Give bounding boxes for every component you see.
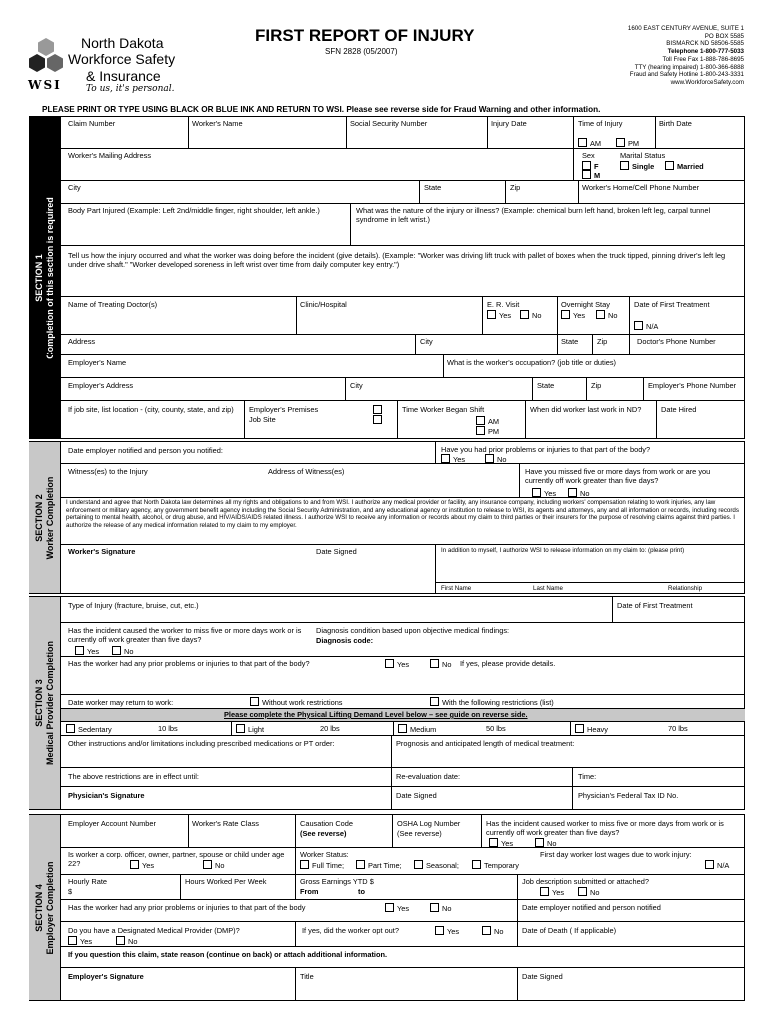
seasonal-checkbox[interactable]: Seasonal; — [414, 860, 459, 870]
overnight-yes-checkbox[interactable]: Yes — [561, 310, 585, 320]
doctor-city-label: City — [420, 337, 433, 346]
from-label: From — [300, 887, 319, 896]
diagnosis-label: Diagnosis condition based upon objective medical findings: — [316, 626, 510, 635]
er-no-checkbox[interactable]: No — [520, 310, 541, 320]
s4-date-notified-label: Date employer notified and person notified — [522, 903, 661, 912]
doctor-address-label: Address — [68, 337, 96, 346]
date-of-death-label: Date of Death ( If applicable) — [522, 926, 617, 935]
employer-zip-label: Zip — [591, 381, 602, 390]
section4-sidebar — [29, 815, 60, 1000]
nature-label: What was the nature of the injury or illness? (Example: chemical burn left hand, broken left leg, carpal tunnel syndrome in left wrist.) — [356, 206, 711, 224]
ssn-label: Social Security Number — [350, 119, 428, 128]
section2-title: SECTION 2 — [33, 493, 44, 542]
doctor-phone-label: Doctor's Phone Number — [637, 337, 716, 346]
s3-time-label: Time: — [578, 772, 597, 781]
osha-label: OSHA Log Number — [397, 819, 461, 828]
overnight-no-checkbox[interactable]: No — [596, 310, 617, 320]
logo-line1: North Dakota — [81, 35, 164, 51]
question-claim-label: If you question this claim, state reason (continue on back) or attach additional information. — [68, 950, 388, 959]
s3-missed-yes-checkbox[interactable]: Yes — [75, 646, 99, 656]
body-part-label: Body Part Injured (Example: Left 2nd/middle finger, right shoulder, left ankle.) — [68, 206, 320, 215]
physician-signature-label: Physician's Signature — [68, 791, 145, 800]
prior-problems-label: Have you had prior problems or injuries to that part of the body? — [441, 445, 651, 454]
doctor-state-label: State — [561, 337, 579, 346]
na-checkbox[interactable]: N/A — [634, 321, 658, 331]
s4-missed-no-checkbox[interactable]: No — [535, 838, 556, 848]
occupation-label: What is the worker's occupation? (job title or duties) — [447, 358, 617, 367]
employers-premises-label: Employer's Premises — [249, 405, 319, 414]
logo-line3: & Insurance — [86, 68, 161, 84]
if-yes-label: If yes, please provide details. — [460, 659, 556, 668]
sex-f-checkbox[interactable]: F — [582, 161, 599, 171]
sedentary-checkbox[interactable]: Sedentary — [66, 724, 112, 734]
logo-abbrev: WSI — [28, 78, 62, 92]
telephone: Telephone 1-800-777-5033 — [667, 48, 744, 56]
section1-sidebar — [29, 117, 60, 438]
city-label: City — [68, 183, 81, 192]
worker-signature-label: Worker's Signature — [68, 547, 136, 556]
light-checkbox[interactable]: Light — [236, 724, 264, 734]
s4-date-signed-label: Date Signed — [522, 972, 563, 981]
employer-name-label: Employer's Name — [68, 358, 127, 367]
s3-date-signed-label: Date Signed — [396, 791, 437, 800]
other-instructions-label: Other instructions and/or limitations including prescribed medications or PT order: — [68, 739, 335, 748]
to-label: to — [358, 887, 365, 896]
dollar-label: $ — [68, 887, 73, 896]
job-site-checkbox[interactable] — [373, 415, 385, 425]
jobdesc-yes-checkbox[interactable]: Yes — [540, 887, 564, 897]
s4-prior-no-checkbox[interactable]: No — [430, 903, 451, 913]
title-field-label: Title — [300, 972, 314, 981]
contact-line: TTY (hearing impaired) 1-800-366-6888 — [634, 63, 744, 71]
s4-prior-problems-label: Has the worker had any prior problems or injuries to that part of the body — [68, 903, 306, 912]
home-phone-label: Worker's Home/Cell Phone Number — [582, 183, 700, 192]
s3-missed-five-label: Has the incident caused the worker to miss five or more days work or is currently off work greater than five days? — [68, 626, 302, 644]
job-description-label: Job description submitted or attached? — [522, 877, 649, 886]
employer-city-label: City — [350, 381, 363, 390]
claim-number-label: Claim Number — [68, 119, 116, 128]
section3-title: SECTION 3 — [33, 679, 44, 727]
shift-pm-checkbox[interactable]: PM — [476, 426, 499, 436]
medium-checkbox[interactable]: Medium — [398, 724, 436, 734]
without-restrictions-checkbox[interactable]: Without work restrictions — [250, 697, 343, 707]
hours-per-week-label: Hours Worked Per Week — [185, 877, 267, 886]
reevaluation-label: Re-evaluation date: — [396, 772, 461, 781]
workers-name-label: Worker's Name — [192, 119, 243, 128]
birth-date-label: Birth Date — [659, 119, 692, 128]
er-yes-checkbox[interactable]: Yes — [487, 310, 511, 320]
dmp-no-checkbox[interactable]: No — [116, 936, 137, 946]
last-work-label: When did worker last work in ND? — [530, 405, 642, 414]
date-hired-label: Date Hired — [661, 405, 697, 414]
dmp-yes-checkbox[interactable]: Yes — [68, 936, 92, 946]
corp-no-checkbox[interactable]: No — [203, 860, 224, 870]
see-reverse2-label: (See reverse) — [397, 829, 442, 838]
date-signed-label: Date Signed — [316, 547, 357, 556]
s3-missed-no-checkbox[interactable]: No — [112, 646, 133, 656]
state-label: State — [424, 183, 442, 192]
opt-out-label: If yes, did the worker opt out? — [302, 926, 399, 935]
clinic-label: Clinic/Hospital — [300, 300, 347, 309]
causation-code-label: Causation Code — [300, 819, 354, 828]
missed-days-label: Have you missed five or more days from work or are you currently off work greater than five days? — [525, 467, 711, 485]
see-reverse-label: (See reverse) — [300, 829, 347, 838]
relationship-label: Relationship — [668, 585, 703, 592]
optout-no-checkbox[interactable]: No — [482, 926, 503, 936]
first-treatment-label: Date of First Treatment — [634, 300, 710, 309]
s4-missed-five-label: Has the incident caused worker to miss five or more days from work or is currently off work greater than five days? — [486, 819, 724, 837]
prior-yes-checkbox[interactable]: Yes — [441, 454, 465, 464]
rate-class-label: Worker's Rate Class — [192, 819, 259, 828]
section3-sidebar — [29, 597, 60, 809]
lifting-demand-heading: Please complete the Physical Lifting Demand Level below – see guide on reverse side. — [224, 710, 528, 719]
employer-signature-label: Employer's Signature — [68, 972, 144, 981]
shift-am-checkbox[interactable]: AM — [476, 416, 499, 426]
missed-yes-checkbox[interactable]: Yes — [532, 488, 556, 498]
s4-prior-yes-checkbox[interactable]: Yes — [385, 903, 409, 913]
logo-tagline: To us, it's personal. — [86, 84, 175, 94]
contact-line: Toll Free Fax 1-888-786-8695 — [662, 55, 744, 63]
missed-no-checkbox[interactable]: No — [568, 488, 589, 498]
worker-status-label: Worker Status: — [300, 850, 349, 859]
s4-missed-yes-checkbox[interactable]: Yes — [489, 838, 513, 848]
first-name-label: First Name — [441, 585, 472, 592]
section3-subtitle: Medical Provider Completion — [44, 640, 55, 766]
single-checkbox[interactable]: Single — [620, 161, 654, 171]
employer-state-label: State — [537, 381, 555, 390]
authorization-text: I understand and agree that North Dakota law determines all my rights and obligations to and from WSI. I authorize any medical provider or facility, any insurance company, including workers' compensation relating to work injuries, any law enforcement or military agency, any government benefit agency including the Social Security Administration, and any educational agency or institution to release to WSI, its agents and attorneys, any and all information or records, including records pertaining to mental health, alcohol, or drug abuse, and HIV/AIDS/AIDS related illness. I authorize WSI to receive any information or records about my claim to third parties or their insurers for the purpose of resolving claims against third parties. I authorize the release of any medical information related to my claim to my employer. — [66, 499, 739, 529]
diagnosis-code-label: Diagnosis code: — [316, 636, 374, 645]
light-weight: 20 lbs — [320, 724, 340, 733]
s3-prior-problems-label: Has the worker had any prior problems or injuries to that part of the body? — [68, 659, 310, 668]
last-name-label: Last Name — [533, 585, 563, 592]
first-day-lost-label: First day worker lost wages due to work injury: — [540, 850, 692, 859]
full-time-checkbox[interactable]: Full Time; — [300, 860, 344, 870]
section2-sidebar — [29, 442, 60, 593]
s3-first-treatment-label: Date of First Treatment — [617, 601, 693, 610]
married-checkbox[interactable]: Married — [665, 161, 704, 171]
s3-prior-no-checkbox[interactable]: No — [430, 659, 451, 669]
job-site-label: If job site, list location - (city, county, state, and zip) — [68, 405, 234, 414]
section1-title: SECTION 1 — [33, 253, 44, 302]
form-title: FIRST REPORT OF INJURY — [255, 26, 475, 45]
mailing-address-label: Worker's Mailing Address — [68, 151, 152, 160]
am-checkbox[interactable]: AM — [578, 138, 601, 148]
prior-no-checkbox[interactable]: No — [485, 454, 506, 464]
address-line: BISMARCK ND 58506-5585 — [666, 40, 744, 48]
type-of-injury-label: Type of Injury (fracture, bruise, cut, etc.) — [68, 601, 199, 610]
medium-weight: 50 lbs — [486, 724, 506, 733]
with-restrictions-checkbox[interactable]: With the following restrictions (list) — [430, 697, 554, 707]
s3-prior-yes-checkbox[interactable]: Yes — [385, 659, 409, 669]
address-line: 1600 EAST CENTURY AVENUE, SUITE 1 — [627, 25, 744, 32]
time-of-injury-label: Time of Injury — [578, 119, 623, 128]
doctor-zip-label: Zip — [597, 337, 608, 346]
date-notified-label: Date employer notified and person you notified: — [68, 446, 223, 455]
hourly-rate-label: Hourly Rate — [68, 877, 108, 886]
account-number-label: Employer Account Number — [68, 819, 156, 828]
address-line: PO BOX 5585 — [704, 32, 744, 40]
section1-subtitle: Completion of this section is required — [44, 196, 55, 359]
section2-subtitle: Worker Completion — [44, 476, 55, 559]
instruction-banner: PLEASE PRINT OR TYPE USING BLACK OR BLUE INK AND RETURN TO WSI. Please see reverse side for Fraud Warning and other information. — [42, 105, 601, 114]
s4-na-checkbox[interactable]: N/A — [705, 860, 729, 870]
corp-yes-checkbox[interactable]: Yes — [130, 860, 154, 870]
optout-yes-checkbox[interactable]: Yes — [435, 926, 459, 936]
contact-line: www.WorkforceSafety.com — [670, 78, 744, 86]
release-info-label: In addition to myself, I authorize WSI to release information on my claim to: (please print) — [441, 547, 685, 554]
injury-date-label: Injury Date — [491, 119, 527, 128]
sex-label: Sex — [582, 151, 595, 160]
premises-checkbox[interactable] — [373, 405, 385, 415]
restrictions-until-label: The above restrictions are in effect until: — [68, 772, 199, 781]
dmp-label: Do you have a Designated Medical Provider (DMP)? — [68, 926, 240, 935]
pm-checkbox[interactable]: PM — [616, 138, 639, 148]
sex-m-checkbox[interactable]: M — [582, 170, 600, 180]
tax-id-label: Physician's Federal Tax ID No. — [578, 791, 679, 800]
section4-subtitle: Employer Completion — [44, 860, 55, 955]
marital-status-label: Marital Status — [620, 151, 666, 160]
contact-line: Fraud and Safety Hotline 1-800-243-3331 — [629, 71, 744, 79]
overnight-label: Overnight Stay — [561, 300, 610, 309]
return-date-label: Date worker may return to work: — [68, 698, 174, 707]
temporary-checkbox[interactable]: Temporary — [472, 860, 519, 870]
employer-address-label: Employer's Address — [68, 381, 134, 390]
logo-line2: Workforce Safety — [68, 51, 176, 67]
heavy-checkbox[interactable]: Heavy — [575, 724, 608, 734]
form-number: SFN 2828 (05/2007) — [325, 47, 398, 56]
employer-phone-label: Employer's Phone Number — [648, 381, 737, 390]
jobdesc-no-checkbox[interactable]: No — [578, 887, 599, 897]
heavy-weight: 70 lbs — [668, 724, 688, 733]
tell-us-label: Tell us how the injury occurred and what the worker was doing before the incident (give details). (Example: "Worker was driving lift truck with pallet of boxes when the truck tipped, pinning driver's left leg under drive shaft." "Worker developed soreness in left wrist over time from daily computer key entry.") — [68, 251, 726, 269]
job-site-short-label: Job Site — [249, 415, 276, 424]
er-visit-label: E. R. Visit — [487, 300, 520, 309]
part-time-checkbox[interactable]: Part Time; — [356, 860, 402, 870]
treating-doctor-label: Name of Treating Doctor(s) — [68, 300, 158, 309]
witnesses-label: Witness(es) to the Injury — [68, 467, 148, 476]
gross-earnings-label: Gross Earnings YTD $ — [300, 877, 374, 886]
zip-label: Zip — [510, 183, 521, 192]
sedentary-weight: 10 lbs — [158, 724, 178, 733]
section4-title: SECTION 4 — [33, 883, 44, 932]
witness-address-label: Address of Witness(es) — [268, 467, 345, 476]
prognosis-label: Prognosis and anticipated length of medical treatment: — [396, 739, 575, 748]
corp-officer-label: Is worker a corp. officer, owner, partner, spouse or child under age 22? — [68, 850, 285, 868]
wsi-address — [628, 25, 744, 87]
time-began-shift-label: Time Worker Began Shift — [402, 405, 485, 414]
